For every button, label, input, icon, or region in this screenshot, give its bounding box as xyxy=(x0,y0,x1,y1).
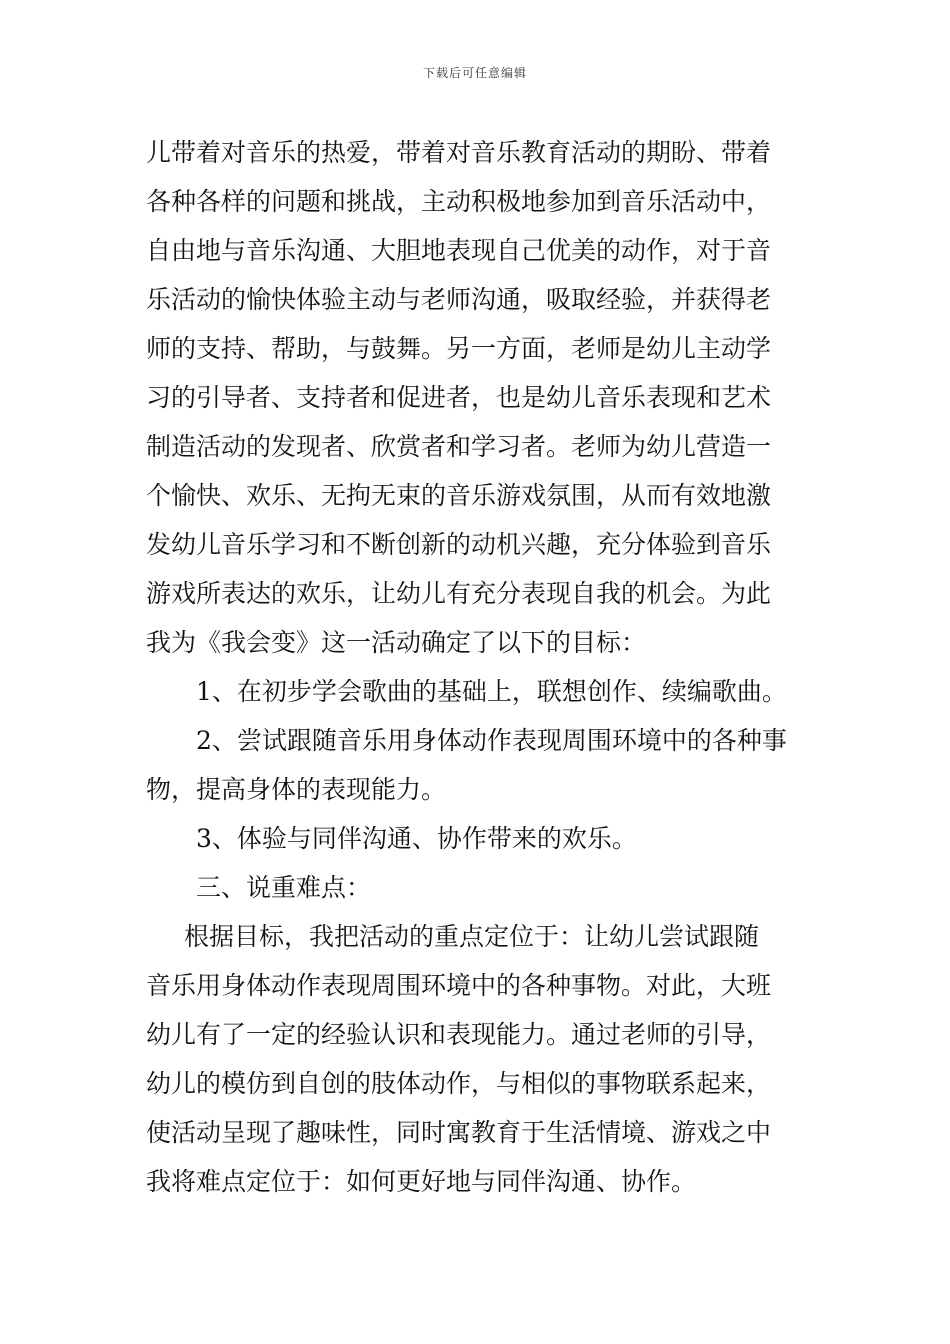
text-line: 我为《我会变》这一活动确定了以下的目标： xyxy=(146,628,647,657)
text-line: 各种各样的问题和挑战，主动积极地参加到音乐活动中， xyxy=(146,187,772,216)
text-line: 音乐用身体动作表现周围环境中的各种事物。对此，大班 xyxy=(146,971,772,1000)
page-header-note: 下载后可任意编辑 xyxy=(422,66,527,80)
text-line: 个愉快、欢乐、无拘无束的音乐游戏氛围，从而有效地激 xyxy=(146,481,772,510)
text-line: 制造活动的发现者、欣赏者和学习者。老师为幼儿营造一 xyxy=(146,432,772,461)
text-line: 根据目标，我把活动的重点定位于：让幼儿尝试跟随 xyxy=(184,922,760,951)
text-line: 游戏所表达的欢乐，让幼儿有充分表现自我的机会。为此 xyxy=(146,579,772,608)
text-line: 2、尝试跟随音乐用身体动作表现周围环境中的各种事 xyxy=(196,726,787,755)
text-line: 师的支持、帮助，与鼓舞。另一方面，老师是幼儿主动学 xyxy=(146,334,772,363)
document-body xyxy=(146,128,816,1206)
text-line: 自由地与音乐沟通、大胆地表现自己优美的动作，对于音 xyxy=(146,236,772,265)
text-line: 物，提高身体的表现能力。 xyxy=(146,775,447,804)
text-line: 1、在初步学会歌曲的基础上，联想创作、续编歌曲。 xyxy=(196,677,787,706)
text-line: 我将难点定位于：如何更好地与同伴沟通、协作。 xyxy=(146,1167,697,1196)
text-line: 乐活动的愉快体验主动与老师沟通，吸取经验，并获得老 xyxy=(146,285,772,314)
text-line: 幼儿的模仿到自创的肢体动作，与相似的事物联系起来， xyxy=(146,1069,772,1098)
text-line: 幼儿有了一定的经验认识和表现能力。通过老师的引导， xyxy=(146,1020,772,1049)
section-heading: 三、说重难点： xyxy=(196,873,372,902)
text-line: 3、体验与同伴沟通、协作带来的欢乐。 xyxy=(196,824,637,853)
text-line: 习的引导者、支持者和促进者，也是幼儿音乐表现和艺术 xyxy=(146,383,772,412)
text-line: 发幼儿音乐学习和不断创新的动机兴趣，充分体验到音乐 xyxy=(146,530,772,559)
text-line: 使活动呈现了趣味性，同时寓教育于生活情境、游戏之中 xyxy=(146,1118,772,1147)
text-line: 儿带着对音乐的热爱，带着对音乐教育活动的期盼、带着 xyxy=(146,138,772,167)
